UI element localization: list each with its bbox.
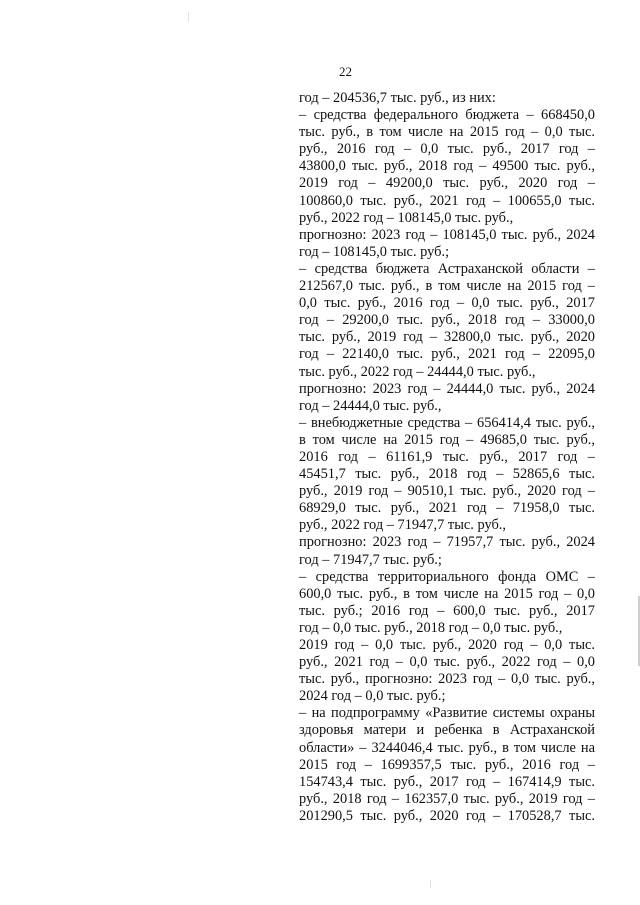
text-line: 2019 год – 49200,0 тыс. руб., 2020 год – (299, 175, 595, 192)
text-line: тыс. руб., прогнозно: 2023 год – 0,0 тыс. руб., (299, 671, 595, 688)
document-text-column (299, 90, 595, 825)
text-line: 201290,5 тыс. руб., 2020 год – 170528,7 тыс. (299, 807, 595, 824)
text-line: 100860,0 тыс. руб., 2021 год – 100655,0 тыс. (299, 192, 595, 209)
text-line: руб., 2022 год – 71947,7 тыс. руб., (299, 517, 506, 534)
text-line: – средства федерального бюджета – 668450,0 (299, 107, 595, 124)
text-line: 154743,4 тыс. руб., 2017 год – 167414,9 тыс. (299, 773, 595, 790)
text-line: год – 71947,7 тыс. руб.; (299, 551, 442, 568)
text-line: 2024 год – 0,0 тыс. руб.; (299, 688, 446, 705)
text-line: в том числе на 2015 год – 49685,0 тыс. руб., (299, 431, 595, 448)
text-line: 2015 год – 1699357,5 тыс. руб., 2016 год – (299, 756, 595, 773)
text-line: год – 108145,0 тыс. руб.; (299, 243, 450, 260)
scan-artifact (188, 12, 189, 22)
page-number: 22 (339, 64, 352, 79)
text-line: руб., 2022 год – 108145,0 тыс. руб., (299, 209, 514, 226)
text-line: год – 0,0 тыс. руб., 2018 год – 0,0 тыс. руб., (299, 619, 563, 636)
text-line: прогнозно: 2023 год – 24444,0 тыс. руб., 2024 (299, 380, 595, 397)
text-line: области» – 3244046,4 тыс. руб., в том числе на (299, 739, 595, 756)
text-line: год – 24444,0 тыс. руб., (299, 397, 442, 414)
text-line: 212567,0 тыс. руб., в том числе на 2015 год – (299, 278, 595, 295)
text-line: год – 29200,0 тыс. руб., 2018 год – 33000,0 (299, 312, 595, 329)
text-line: – внебюджетные средства – 656414,4 тыс. руб., (299, 414, 595, 431)
text-line: 2016 год – 61161,9 тыс. руб., 2017 год – (299, 448, 595, 465)
text-line: 0,0 тыс. руб., 2016 год – 0,0 тыс. руб., 2017 (299, 295, 595, 312)
text-line: 600,0 тыс. руб., в том числе на 2015 год – 0,0 (299, 585, 595, 602)
text-line: – средства территориального фонда ОМС – (299, 568, 595, 585)
scan-artifact (430, 880, 431, 888)
text-line: тыс. руб., 2022 год – 24444,0 тыс. руб., (299, 363, 536, 380)
text-line: руб., 2018 год – 162357,0 тыс. руб., 2019 год – (299, 790, 595, 807)
text-line: тыс. руб., в том числе на 2015 год – 0,0 тыс. (299, 124, 595, 141)
text-line: 68929,0 тыс. руб., 2021 год – 71958,0 тыс. (299, 500, 595, 517)
text-line: тыс. руб.; 2016 год – 600,0 тыс. руб., 2017 (299, 602, 595, 619)
text-line: год – 22140,0 тыс. руб., 2021 год – 22095,0 (299, 346, 595, 363)
text-line: 45451,7 тыс. руб., 2018 год – 52865,6 тыс. (299, 466, 595, 483)
text-line: – на подпрограмму «Развитие системы охраны (299, 705, 595, 722)
text-line: тыс. руб., 2019 год – 32800,0 тыс. руб., 2020 (299, 329, 595, 346)
text-line: руб., 2019 год – 90510,1 тыс. руб., 2020 год – (299, 483, 595, 500)
text-line: год – 204536,7 тыс. руб., из них: (299, 90, 496, 106)
text-line: руб., 2016 год – 0,0 тыс. руб., 2017 год – (299, 141, 595, 158)
text-line: 43800,0 тыс. руб., 2018 год – 49500 тыс. руб., (299, 158, 595, 175)
text-line: прогнозно: 2023 год – 71957,7 тыс. руб., 2024 (299, 534, 595, 551)
text-line: прогнозно: 2023 год – 108145,0 тыс. руб., 2024 (299, 226, 595, 243)
text-line: здоровья матери и ребенка в Астраханской (299, 722, 595, 739)
text-line: руб., 2021 год – 0,0 тыс. руб., 2022 год – 0,0 (299, 654, 595, 671)
text-line: 2019 год – 0,0 тыс. руб., 2020 год – 0,0 тыс. (299, 637, 595, 653)
text-line: – средства бюджета Астраханской области – (299, 260, 595, 277)
